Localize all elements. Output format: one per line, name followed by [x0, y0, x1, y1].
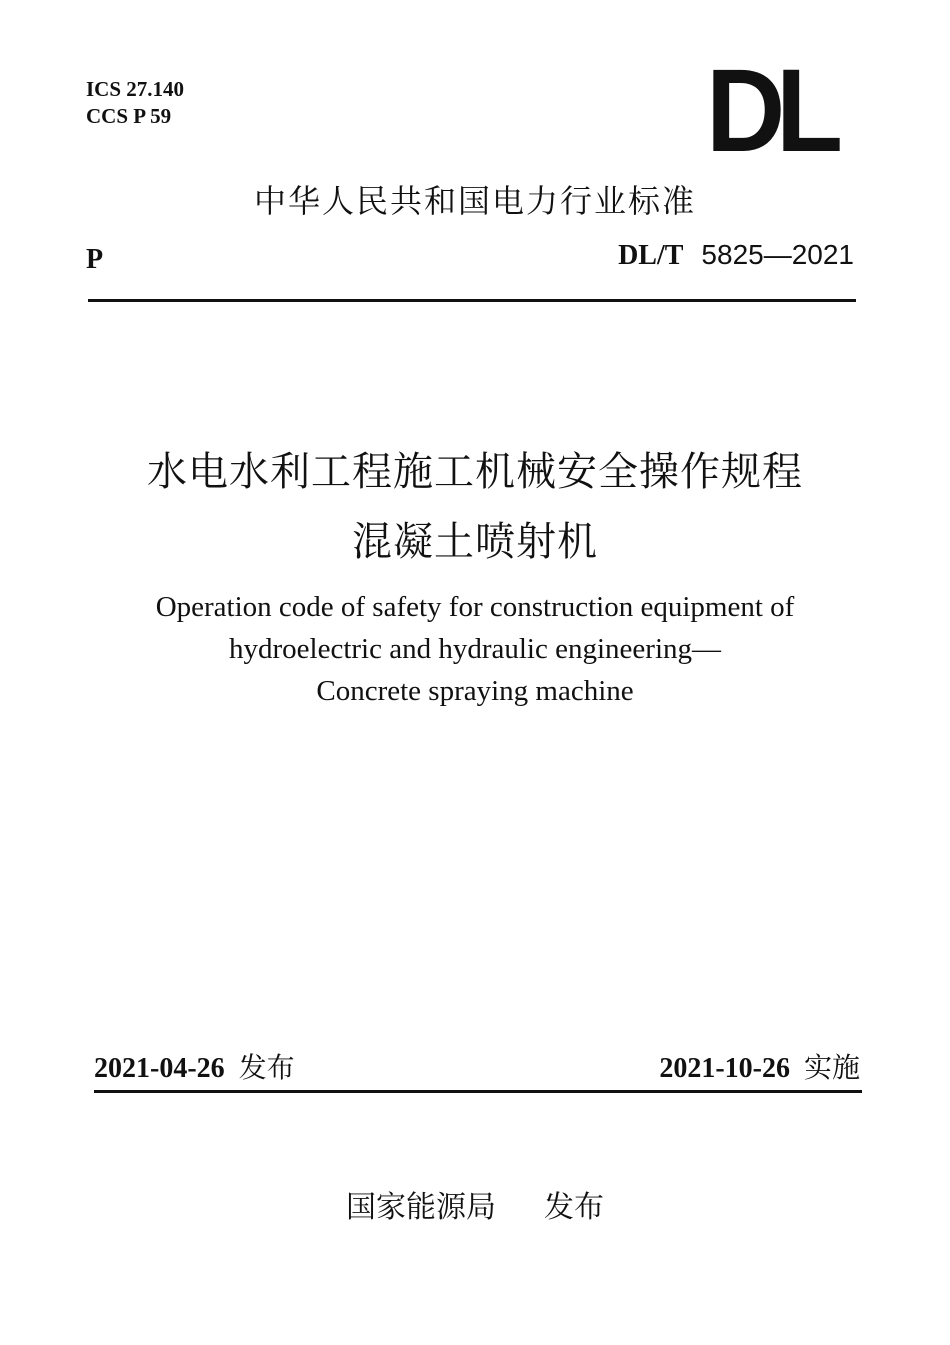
classification-letter: P [86, 244, 104, 275]
dl-logo: DL [706, 45, 834, 177]
classification-codes [86, 76, 184, 130]
title-en-line3: Concrete spraying machine [316, 675, 634, 707]
title-en-line2: hydroelectric and hydraulic engineering— [229, 633, 721, 665]
title-en [0, 586, 950, 712]
issuer-name: 国家能源局 [346, 1190, 496, 1225]
title-en-line1: Operation code of safety for construction equipment of [155, 591, 795, 623]
effective-label: 实施 [803, 1051, 860, 1084]
release-date-value: 2021-04-26 [94, 1053, 225, 1084]
effective-date-value: 2021-10-26 [659, 1053, 790, 1084]
release-date [94, 1046, 295, 1086]
ccs-code: CCS P 59 [86, 104, 172, 128]
standard-number [618, 238, 854, 272]
issuer [0, 1182, 950, 1226]
top-divider [88, 299, 856, 302]
issuer-action: 发布 [544, 1190, 604, 1225]
effective-date [659, 1046, 860, 1086]
org-title: 中华人民共和国电力行业标准 [253, 182, 696, 220]
ics-code: ICS 27.140 [86, 77, 185, 101]
standard-prefix: DL/T [618, 240, 684, 271]
title-zh-line2: 混凝土喷射机 [352, 519, 598, 565]
title-zh-line1: 水电水利工程施工机械安全操作规程 [147, 449, 803, 495]
bottom-divider [94, 1090, 862, 1093]
release-label: 发布 [238, 1051, 295, 1084]
standard-code: 5825—2021 [701, 239, 854, 270]
